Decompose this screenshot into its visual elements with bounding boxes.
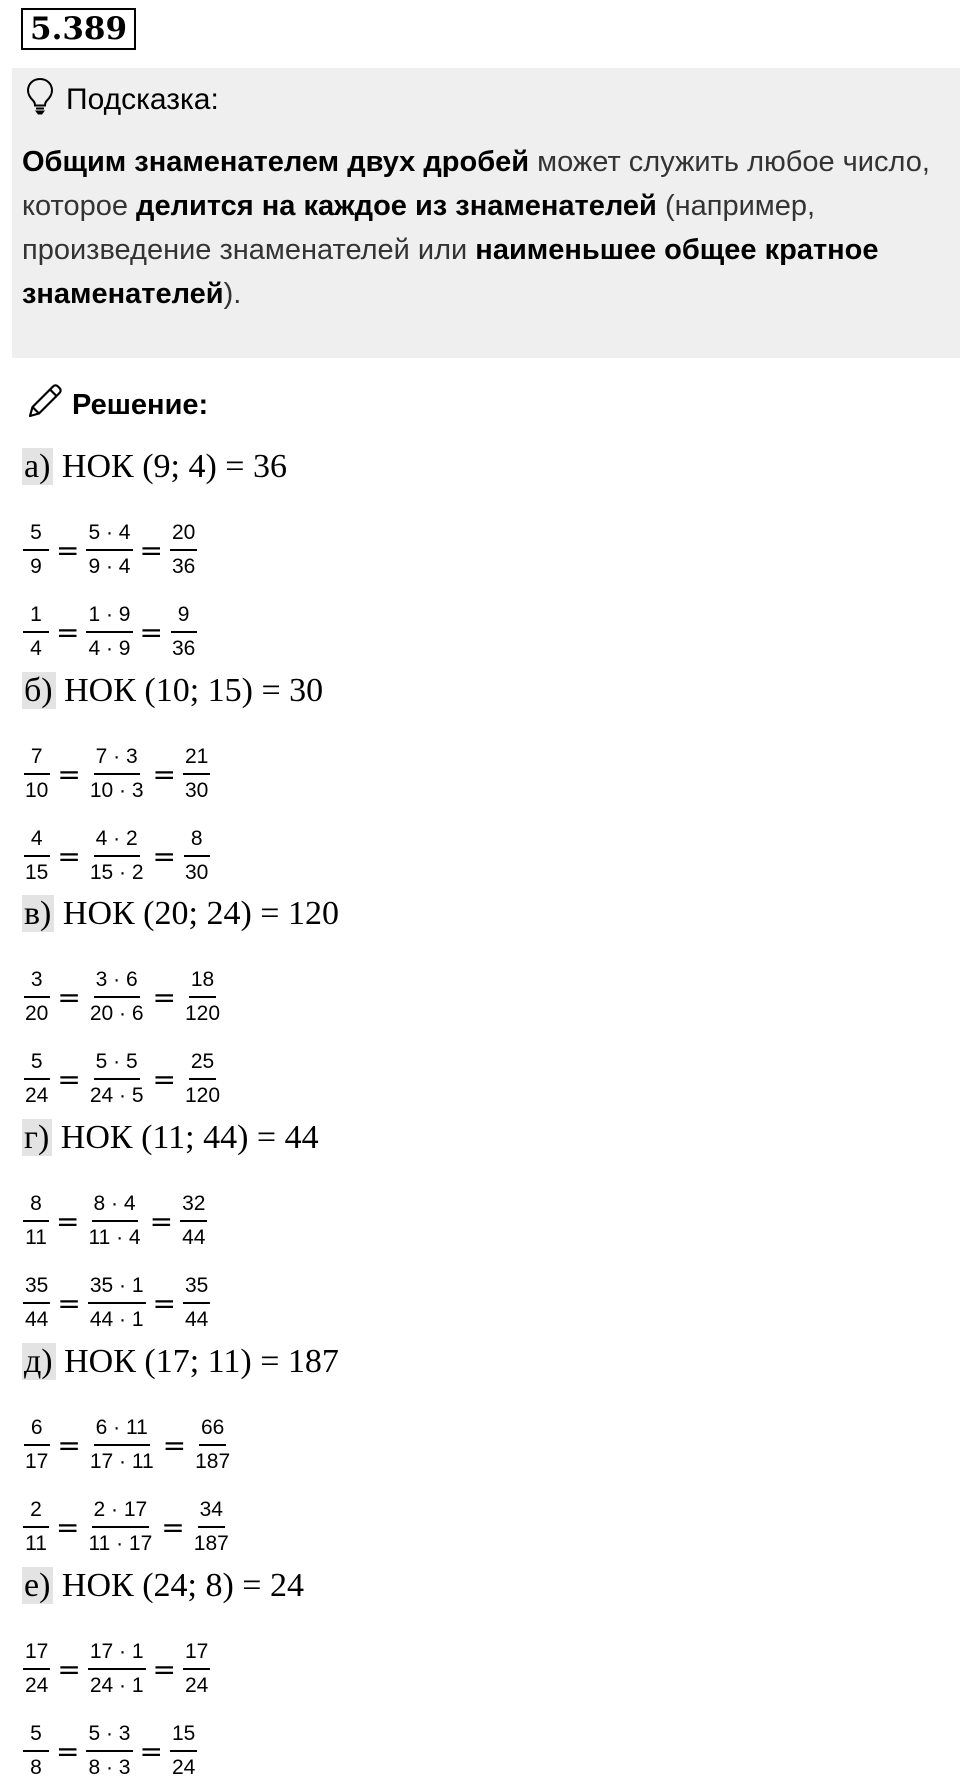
part-lcm-text: НОК (20; 24) = 120 [54, 895, 339, 932]
fraction [87, 1638, 147, 1700]
numerator: 2 · 17 [92, 1496, 150, 1528]
hint-text-2: может служить любое число, которое [22, 146, 930, 222]
numerator: 17 [183, 1638, 210, 1670]
numerator: 5 [24, 1048, 50, 1080]
denominator: 10 · 3 [89, 779, 144, 802]
fraction [87, 966, 147, 1028]
numerator: 1 [23, 601, 49, 633]
numerator: 6 · 11 [94, 1414, 150, 1446]
fraction [182, 825, 211, 887]
denominator: 9 [30, 555, 42, 578]
fraction [22, 1638, 51, 1700]
numerator: 8 [23, 1190, 49, 1222]
fraction [182, 1272, 211, 1334]
denominator: 24 [25, 1084, 49, 1107]
part-letter: г) [22, 1119, 52, 1156]
numerator: 35 · 1 [88, 1272, 146, 1304]
part-heading [22, 1342, 339, 1382]
equals-sign: = [57, 839, 81, 873]
numerator: 6 [24, 1414, 50, 1446]
fraction [169, 601, 198, 663]
equals-sign: = [149, 1204, 174, 1238]
denominator: 11 [25, 1532, 47, 1555]
fraction-equation [22, 514, 198, 586]
numerator: 7 [24, 743, 50, 775]
equals-sign: = [139, 615, 163, 649]
denominator: 17 · 11 [89, 1450, 154, 1473]
equals-sign: = [56, 1204, 80, 1238]
denominator: 30 [185, 779, 209, 802]
equals-sign: = [57, 1652, 81, 1686]
denominator: 24 [25, 1674, 49, 1697]
numerator: 5 [23, 1720, 49, 1752]
denominator: 15 · 2 [89, 861, 144, 884]
denominator: 11 · 17 [88, 1532, 153, 1555]
numerator: 15 [170, 1720, 197, 1752]
part-heading [22, 1118, 319, 1158]
part-heading [22, 447, 287, 487]
hint-text-6: ). [223, 278, 242, 310]
denominator: 24 · 5 [89, 1084, 144, 1107]
part-lcm-text: НОК (24; 8) = 24 [53, 1567, 304, 1604]
numerator: 3 · 6 [94, 966, 140, 998]
part-lcm-text: НОК (17; 11) = 187 [55, 1343, 339, 1380]
part-lcm-text: НОК (9; 4) = 36 [53, 448, 287, 485]
part-heading [22, 671, 323, 711]
numerator: 18 [189, 966, 216, 998]
equals-sign: = [57, 1286, 81, 1320]
fraction-equation [22, 961, 223, 1033]
fraction [22, 1496, 50, 1558]
fraction [87, 743, 147, 805]
denominator: 24 [171, 1756, 196, 1779]
denominator: 20 [25, 1002, 49, 1025]
numerator: 5 · 5 [94, 1048, 140, 1080]
equals-sign: = [56, 1734, 80, 1768]
fraction [179, 1190, 208, 1252]
part-lcm-text: НОК (10; 15) = 30 [55, 672, 324, 709]
fraction [169, 519, 198, 581]
fraction-equation [22, 1409, 233, 1481]
fraction [85, 1190, 143, 1252]
denominator: 44 [185, 1308, 209, 1331]
fraction [182, 966, 223, 1028]
part-letter: б) [22, 672, 56, 709]
fraction [85, 601, 133, 663]
fraction [191, 1496, 232, 1558]
hint-text-bold-3: наименьшее общее кратное знаменателей [22, 234, 879, 310]
equals-sign: = [139, 533, 163, 567]
equals-sign: = [57, 980, 81, 1014]
fraction-equation [22, 820, 211, 892]
fraction [22, 1190, 50, 1252]
numerator: 2 [23, 1496, 49, 1528]
numerator: 35 [23, 1272, 50, 1304]
hint-text-bold-2: делится на каждое из знаменателей [136, 190, 657, 222]
part-letter: д) [22, 1343, 56, 1380]
part-heading [22, 1566, 304, 1606]
part-letter: а) [22, 448, 53, 485]
problem-number: 5.389 [21, 8, 136, 50]
denominator: 30 [185, 861, 209, 884]
denominator: 187 [193, 1532, 229, 1555]
fraction [87, 825, 147, 887]
numerator: 5 · 3 [86, 1720, 132, 1752]
fraction-equation [22, 1043, 223, 1115]
equals-sign: = [57, 757, 81, 791]
fraction [22, 743, 51, 805]
fraction [87, 1048, 147, 1110]
denominator: 44 [182, 1226, 206, 1249]
hint-text [22, 140, 932, 316]
equals-sign: = [152, 1062, 176, 1096]
denominator: 15 [25, 861, 49, 884]
numerator: 20 [170, 519, 197, 551]
denominator: 120 [185, 1002, 221, 1025]
denominator: 8 [30, 1756, 42, 1779]
numerator: 35 [183, 1272, 210, 1304]
numerator: 8 · 4 [92, 1190, 138, 1222]
denominator: 17 [25, 1450, 49, 1473]
numerator: 66 [199, 1414, 226, 1446]
denominator: 4 [30, 637, 42, 660]
numerator: 7 · 3 [94, 743, 140, 775]
equals-sign: = [161, 1510, 185, 1544]
fraction [22, 519, 50, 581]
solution-title-label: Решение: [72, 388, 209, 421]
fraction [85, 519, 133, 581]
denominator: 8 · 3 [88, 1756, 131, 1779]
numerator: 4 · 2 [94, 825, 140, 857]
numerator: 5 [23, 519, 49, 551]
fraction-equation [22, 1715, 198, 1787]
numerator: 17 [23, 1638, 50, 1670]
denominator: 10 [25, 779, 49, 802]
equals-sign: = [57, 1062, 81, 1096]
fraction [22, 1720, 50, 1782]
fraction [169, 1720, 198, 1782]
numerator: 25 [189, 1048, 216, 1080]
fraction-equation [22, 1185, 208, 1257]
numerator: 4 [24, 825, 50, 857]
denominator: 187 [195, 1450, 231, 1473]
fraction-equation [22, 1267, 211, 1339]
numerator: 8 [184, 825, 210, 857]
fraction [85, 1496, 155, 1558]
equals-sign: = [152, 1652, 176, 1686]
fraction [22, 601, 50, 663]
fraction [22, 966, 51, 1028]
fraction [182, 743, 211, 805]
equals-sign: = [152, 980, 176, 1014]
fraction [182, 1638, 211, 1700]
denominator: 9 · 4 [88, 555, 131, 578]
equals-sign: = [162, 1428, 187, 1462]
denominator: 20 · 6 [89, 1002, 144, 1025]
pencil-icon [26, 382, 72, 428]
fraction [87, 1414, 157, 1476]
numerator: 17 · 1 [88, 1638, 146, 1670]
fraction [85, 1720, 133, 1782]
equals-sign: = [56, 533, 80, 567]
fraction [182, 1048, 223, 1110]
hint-title-label: Подсказка: [66, 83, 219, 116]
lightbulb-icon [26, 77, 66, 123]
equals-sign: = [152, 1286, 176, 1320]
fraction-equation [22, 1633, 211, 1705]
numerator: 1 · 9 [86, 601, 132, 633]
fraction [192, 1414, 233, 1476]
numerator: 9 [171, 601, 197, 633]
hint-text-bold-1: Общим знаменателем двух дробей [22, 146, 530, 178]
denominator: 4 · 9 [88, 637, 131, 660]
equals-sign: = [56, 615, 80, 649]
numerator: 34 [198, 1496, 225, 1528]
denominator: 24 · 1 [89, 1674, 144, 1697]
part-letter: е) [22, 1567, 53, 1604]
fraction [87, 1272, 147, 1334]
equals-sign: = [139, 1734, 163, 1768]
equals-sign: = [56, 1510, 80, 1544]
fraction-equation [22, 738, 211, 810]
numerator: 32 [180, 1190, 207, 1222]
denominator: 11 · 4 [88, 1226, 141, 1249]
denominator: 11 [25, 1226, 47, 1249]
numerator: 5 · 4 [86, 519, 132, 551]
fraction [22, 1272, 51, 1334]
fraction [22, 1048, 51, 1110]
denominator: 24 [185, 1674, 209, 1697]
denominator: 120 [185, 1084, 221, 1107]
denominator: 36 [171, 555, 196, 578]
numerator: 21 [183, 743, 210, 775]
denominator: 36 [171, 637, 196, 660]
fraction [22, 1414, 51, 1476]
part-lcm-text: НОК (11; 44) = 44 [52, 1119, 319, 1156]
equals-sign: = [152, 757, 176, 791]
part-letter: в) [22, 895, 54, 932]
denominator: 44 · 1 [89, 1308, 144, 1331]
fraction [22, 825, 51, 887]
solution-title [26, 384, 208, 426]
fraction-equation [22, 1491, 232, 1563]
fraction-equation [22, 596, 198, 668]
numerator: 3 [24, 966, 50, 998]
hint-title [26, 80, 219, 120]
equals-sign: = [57, 1428, 81, 1462]
denominator: 44 [25, 1308, 49, 1331]
part-heading [22, 894, 339, 934]
equals-sign: = [152, 839, 176, 873]
hint-text-4: (например, произведение знаменателей или [22, 190, 816, 266]
